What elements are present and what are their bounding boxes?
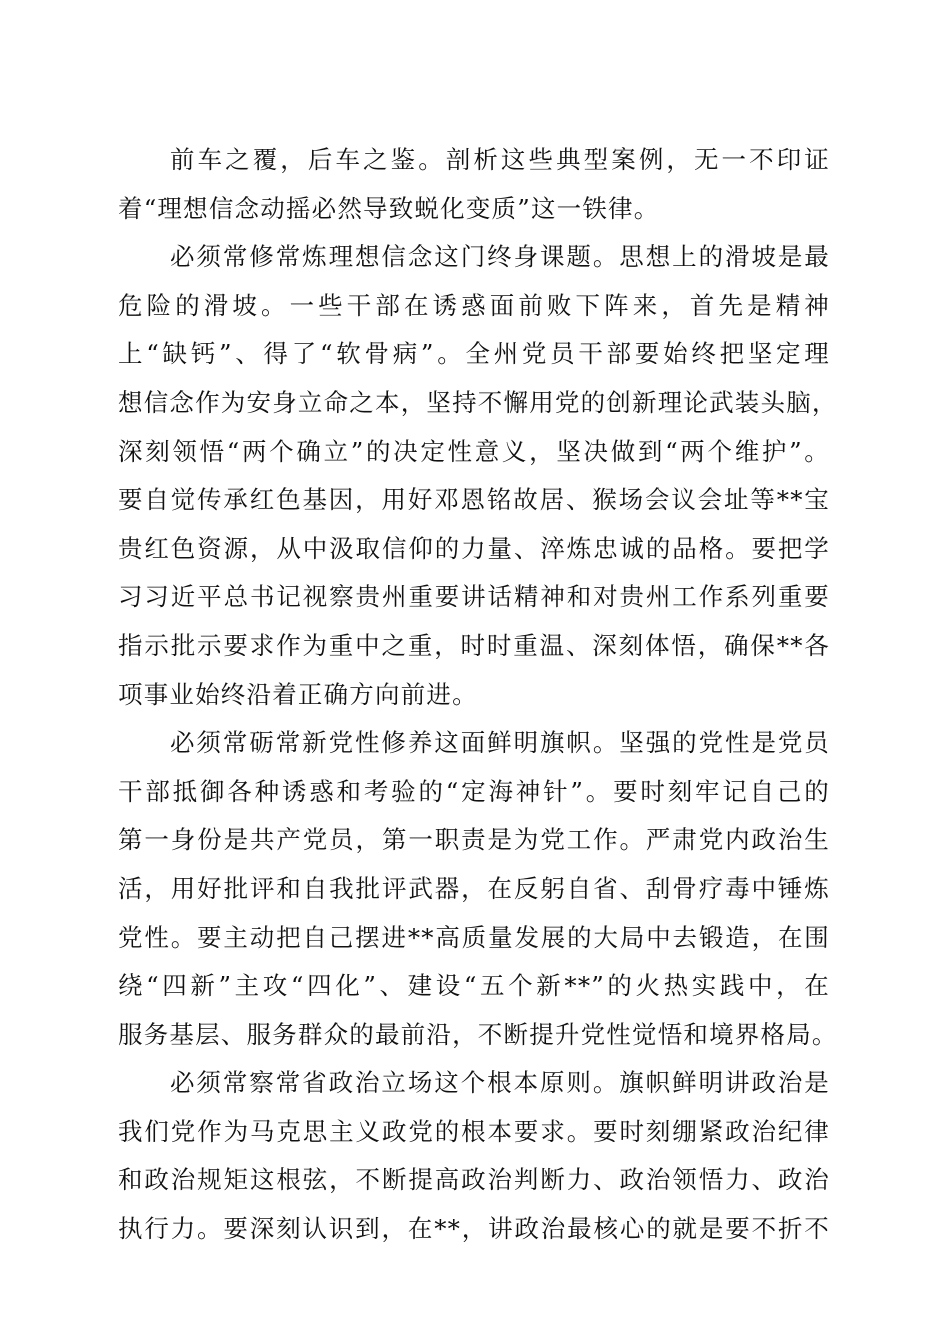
text-line: 想信念作为安身立命之本，坚持不懈用党的创新理论武装头脑， (118, 387, 838, 417)
text-line: 习习近平总书记视察贵州重要讲话精神和对贵州工作系列重要 (118, 582, 830, 612)
text-line: 上“缺钙”、得了“软骨病”。全州党员干部要始终把坚定理 (118, 339, 830, 369)
text-line: 危险的滑坡。一些干部在诱惑面前败下阵来，首先是精神 (118, 290, 830, 320)
paragraph (118, 719, 838, 1059)
text-line: 绕“四新”主攻“四化”、建设“五个新**”的火热实践中，在 (118, 971, 830, 1001)
text-line: 深刻领悟“两个确立”的决定性意义，坚决做到“两个维护”。 (118, 436, 830, 466)
text-line: 必须常修常炼理想信念这门终身课题。思想上的滑坡是最 (170, 242, 830, 272)
paragraph (118, 233, 838, 719)
text-line: 前车之覆，后车之鉴。剖析这些典型案例，无一不印证 (170, 145, 830, 174)
text-line: 贵红色资源，从中汲取信仰的力量、淬炼忠诚的品格。要把学 (118, 533, 830, 563)
text-line: 执行力。要深刻认识到，在**，讲政治最核心的就是要不折不 (118, 1214, 830, 1244)
text-line: 我们党作为马克思主义政党的根本要求。要时刻绷紧政治纪律 (118, 1116, 830, 1146)
text-line: 要自觉传承红色基因，用好邓恩铭故居、猴场会议会址等**宝 (118, 485, 830, 515)
text-line: 第一身份是共产党员，第一职责是为党工作。严肃党内政治生 (118, 825, 830, 855)
text-line: 干部抵御各种诱惑和考验的“定海神针”。要时刻牢记自己的 (118, 776, 830, 806)
text-line: 和政治规矩这根弦，不断提高政治判断力、政治领悟力、政治 (118, 1165, 830, 1195)
text-line: 指示批示要求作为重中之重，时时重温、深刻体悟，确保**各 (118, 630, 830, 660)
text-line: 项事业始终沿着正确方向前进。 (118, 679, 478, 709)
text-line: 必须常砺常新党性修养这面鲜明旗帜。坚强的党性是党员 (170, 728, 830, 758)
text-line: 着“理想信念动摇必然导致蜕化变质”这一铁律。 (118, 193, 660, 223)
document-body (118, 136, 838, 1254)
text-line: 必须常察常省政治立场这个根本原则。旗帜鲜明讲政治是 (170, 1068, 830, 1098)
paragraph (118, 136, 830, 233)
text-line: 活，用好批评和自我批评武器，在反躬自省、刮骨疗毒中锤炼 (118, 873, 830, 903)
text-line: 党性。要主动把自己摆进**高质量发展的大局中去锻造，在围 (118, 922, 830, 952)
paragraph (118, 1059, 830, 1253)
text-line: 服务基层、服务群众的最前沿，不断提升党性觉悟和境界格局。 (118, 1019, 838, 1049)
